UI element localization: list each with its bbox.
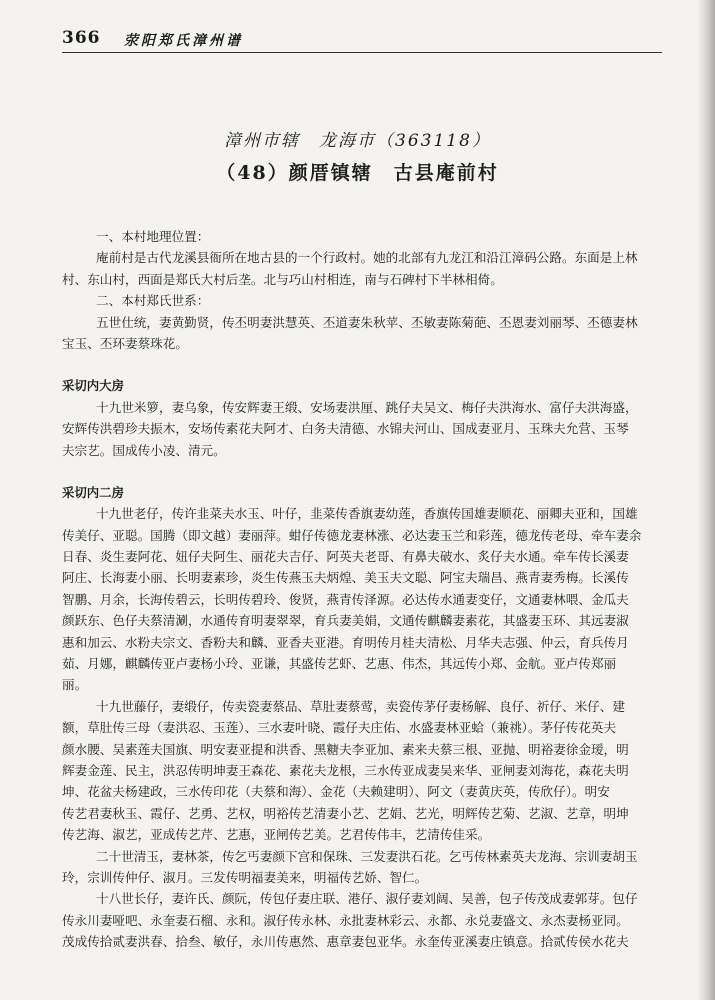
section-heading: 采切内大房 [62,378,124,394]
document-body [62,226,702,953]
text-line: 惠和加云、水粉夫宗文、香粉夫和麟、亚香夫亚港。育明传月桂夫清松、月华夫志强、仲云，育兵传月 [62,634,629,650]
text-line: 坤、花盆夫杨建政，三水传印花（夫蔡和海）、金花（夫赖建明）、阿文（妻黄庆英，传欣仔）。明安 [62,784,610,800]
region-line: 漳州市辖 龙海市（363118） [224,131,491,151]
text-line: 日春、炎生妻阿花、妞仔夫阿生、丽花夫吉仔、阿英夫老哥、有鼻夫破水、炙仔夫水通。牵车传长溪妻 [62,549,629,565]
text-line: 茹、月娜，麒麟传亚卢妻杨小玲、亚谦，其盛传艺虾、艺惠、伟杰，其远传小郑、金航。亚卢传郑丽 [62,656,617,672]
text-line: 宝玉、丕环妻蔡珠花。 [62,335,188,351]
text-line: 安辉传洪碧珍夫振木，安场传素花夫阿才、白务夫清德、水锦夫河山、国成妻亚月、玉珠夫允营、玉琴 [62,421,629,437]
text-line: 庵前村是古代龙溪县衙所在地古县的一个行政村。她的北部有九龙江和沿江漳码公路。东面是上林 [96,250,638,266]
text-line: 传艺海、淑艺，亚成传艺芹、艺惠，亚闸传艺美。艺君传伟丰，艺清传佳采。 [62,827,491,843]
text-line: 十九世老仔，传许韭菜夫水玉、叶仔，韭菜传香旗妻幼莲，香旗传国雄妻顺花、丽卿夫亚和，国雄 [96,506,638,522]
section-heading: 采切内二房 [62,484,124,500]
text-line: 十九世藤仔，妻缎仔，传卖瓷妻蔡品、草肚妻蔡莺，卖瓷传茅仔妻杨解、良仔、祈仔、米仔、建 [96,698,625,714]
text-line: 夫宗艺。国成传小凌、清元。 [62,442,226,458]
page-header [62,28,662,54]
section-heading: 一、本村地理位置： [96,229,210,244]
book-title: 荥阳郑氏漳州谱 [124,33,243,49]
text-line: 阿庄、长海妻小丽、长明妻素珍，炎生传燕玉夫炳煌、美玉夫文聪、阿宝夫瑞昌、燕青妻秀梅。长溪传 [62,570,629,586]
page-number: 366 [62,28,101,48]
section-heading: 二、本村郑氏世系： [96,293,210,309]
text-line: 额，草肚传三母（妻洪忍、玉莲）、三水妻叶晓、霞仔夫庄佑、水盛妻林亚蛤（兼祧）。茅仔传花英夫 [62,720,617,736]
text-line: 玲，宗训传仲仔、淑月。三发传明福妻美来，明福传艺娇、智仁。 [62,869,428,885]
header-rule [62,52,662,53]
text-line: 颜跃东、色仔夫蔡清涮，水通传育明妻翠翠，育兵妻美娟，文通传麒麟妻素花，其盛妻玉环、其远妻淑 [62,613,629,629]
text-line: 传美仔、亚聪。国腾（即文越）妻丽萍。蚶仔传德龙妻林涨、必达妻玉兰和彩莲，德龙传老母、牵车妻余 [62,527,642,543]
text-line: 村、东山村，西面是郑氏大村后垄。北与巧山村相连，南与石碑村下半林相倚。 [62,271,503,287]
text-line: 传永川妻哑吧、永奎妻石榴、永和。淑仔传永林、永批妻林彩云、永都、永兑妻盛文、永杰妻杨亚同。 [62,912,629,928]
spacer [62,354,702,375]
text-line: 智鹏、月余，长海传碧云，长明传碧玲、俊贤，燕青传泽源。必达传水通妻变仔，文通妻林喂、金瓜夫 [62,591,629,607]
text-line: 二十世清玉，妻林茶，传乞丐妻颜下宫和保珠、三发妻洪石花。乞丐传林素英夫龙海、宗训妻胡玉 [96,848,638,864]
text-line: 丽。 [62,677,88,693]
text-line: 五世仕统，妻黄勤贤，传丕明妻洪慧英、丕道妻朱秋苹、丕敏妻陈菊葩、丕恩妻刘丽琴、丕德妻林 [96,314,638,330]
text-line: 辉妻金莲、民主，洪忍传明坤妻王森花、素花夫龙根，三水传亚成妻吴来华、亚闸妻刘海花，森花夫明 [62,762,629,778]
text-line: 十九世米箩，妻乌象，传安辉妻王缎、安场妻洪厘、跳仔夫吴文、梅仔夫洪海水、富仔夫洪海盛， [96,399,638,415]
text-line: 传艺君妻秋玉、霞仔、艺勇、艺权，明裕传艺清妻小艺、艺娟、艺光，明辉传艺菊、艺淑、艺章，明坤 [62,805,629,821]
text-line: 茂成传拾贰妻洪春、拾叁、敏仔，永川传惠然、惠章妻包亚华。永奎传亚溪妻庄镇意。拾贰传侯水花夫 [62,934,629,950]
text-line: 颜水腰、吴素莲夫国旗、明安妻亚提和洪香、黑糖夫李亚加、素来夫蔡三根、亚抛、明裕妻徐金瑷，明 [62,741,629,757]
village-title: （48）颜厝镇辖 古县庵前村 [216,162,499,184]
text-line: 十八世长仔，妻许氏、颜阮，传包仔妻庄联、港仔、淑仔妻刘阔、吴善，包子传茂成妻郭芽。包仔 [96,891,638,907]
spacer [62,461,702,482]
